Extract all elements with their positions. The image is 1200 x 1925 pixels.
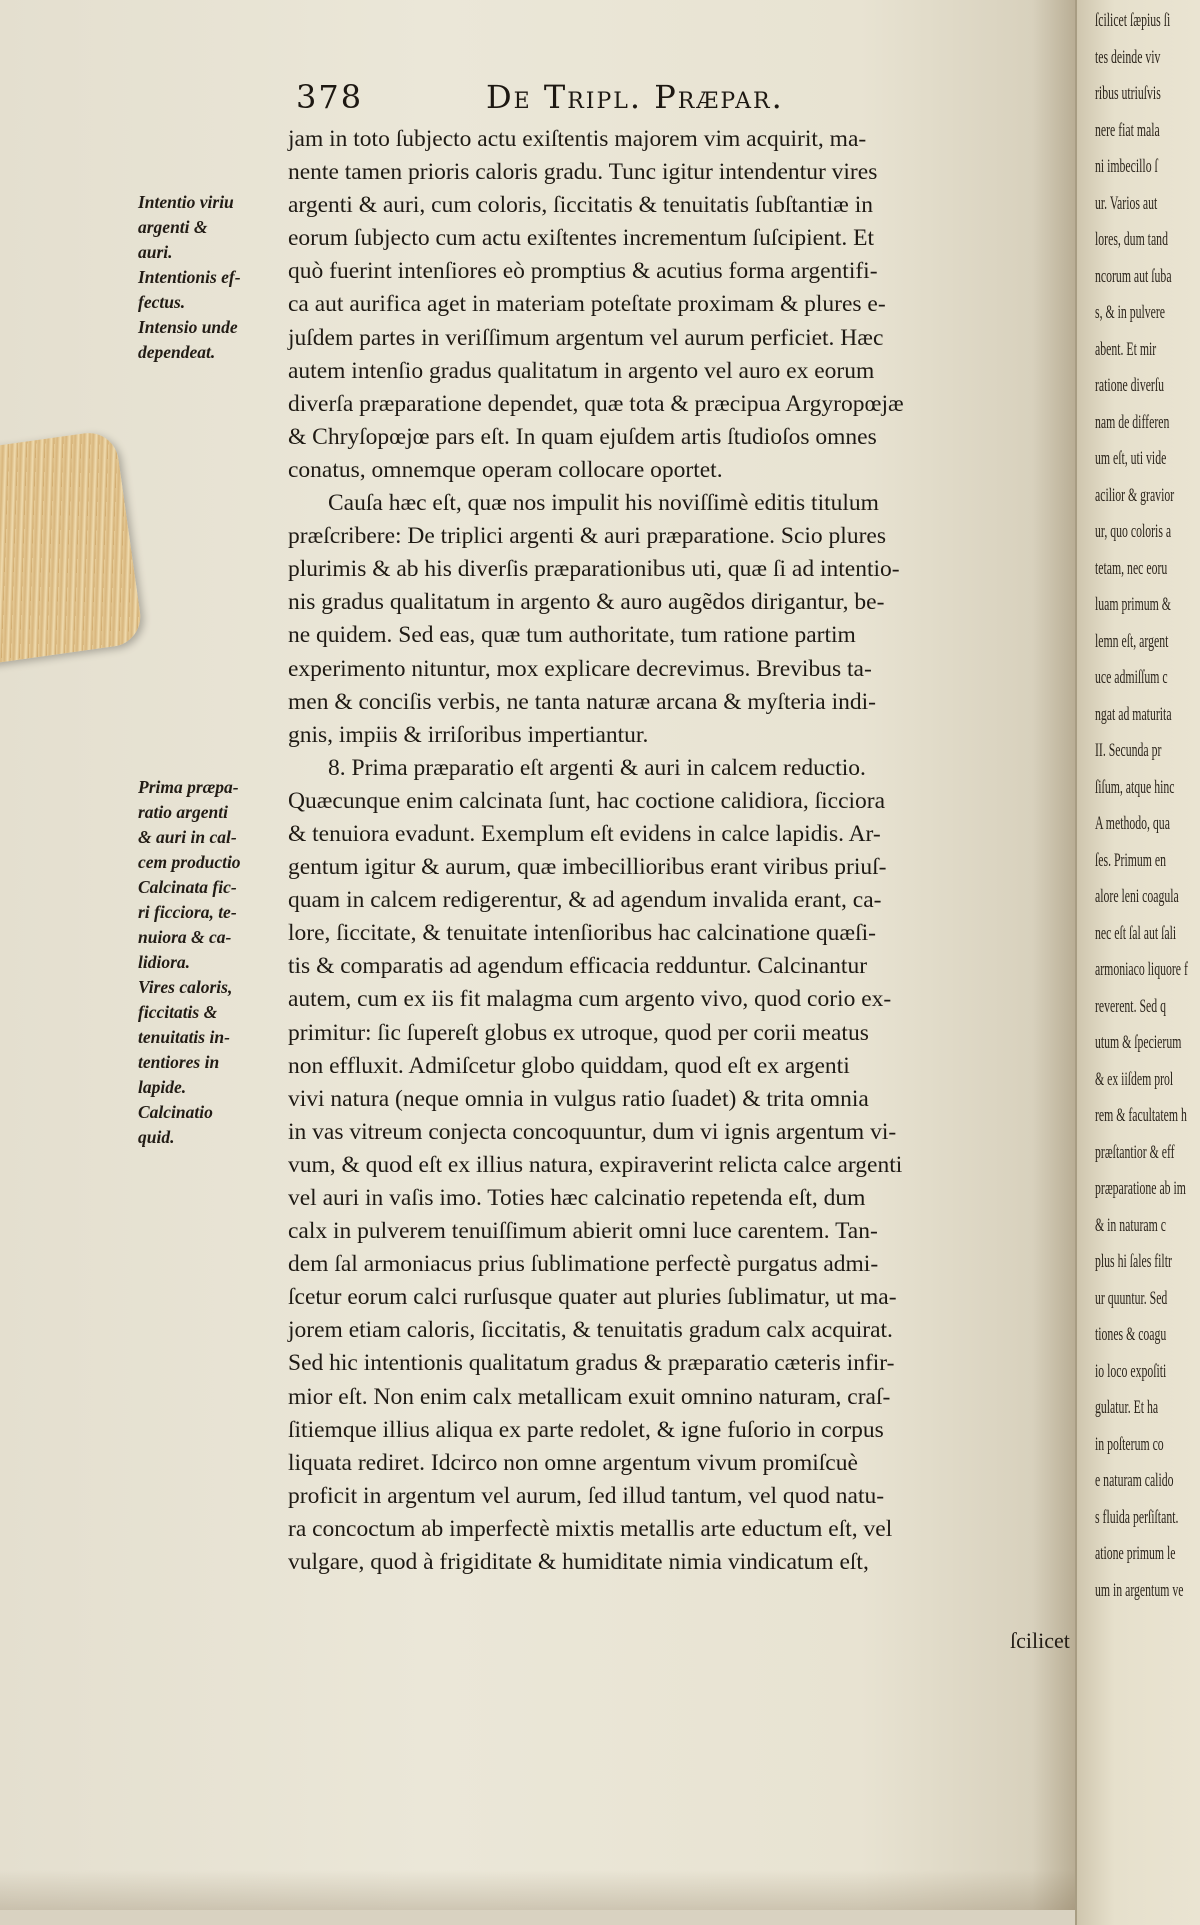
facing-page-line: abent. Et mir (1095, 338, 1157, 360)
text-line: jorem etiam caloris, ſiccitatis, & tenuitatis gradum calx acquirat. (288, 1317, 893, 1344)
brush-object (0, 429, 144, 666)
facing-page-line: atione primum le (1095, 1543, 1176, 1564)
text-line: dem ſal armoniacus prius ſublimatione perfectè purgatus admi- (288, 1251, 879, 1278)
margin-note-line: dependeat. (138, 342, 216, 362)
margin-note-line: tenuitatis in- (138, 1027, 230, 1047)
text-line: vum, & quod eſt ex illius natura, expiraverint relicta calce argenti (288, 1151, 903, 1178)
text-line: ſcetur eorum calci rurſusque quater aut pluries ſublimatur, ut ma- (288, 1284, 897, 1311)
page-number: 378 (296, 78, 364, 116)
text-line: lore, ſiccitate, & tenuitate intenſioribus hac calcinatione quæſi- (288, 920, 876, 947)
facing-page-line: ſcilicet ſæpius ſi (1095, 10, 1171, 31)
text-line: nis gradus qualitatum in argento & auro augẽdos dirigantur, be- (288, 589, 885, 616)
margin-note-line: Calcinatio (138, 1102, 213, 1122)
margin-note-line: lapide. (138, 1077, 187, 1097)
facing-page-line: s fluida perſiſtant. (1095, 1506, 1179, 1528)
facing-page-line: ngat ad maturita (1095, 703, 1172, 725)
text-line: quam in calcem redigerentur, & ad agendum invalida erant, ca- (288, 887, 882, 914)
facing-page-line: um in argentum ve (1095, 1579, 1184, 1601)
facing-page-line: e naturam calido (1095, 1470, 1174, 1491)
text-line: juſdem partes in veriſſimum argentum vel aurum perficiet. Hæc (288, 324, 884, 351)
facing-page-line: nam de differen (1095, 411, 1170, 433)
facing-page-line: & ex iiſdem prol (1095, 1068, 1174, 1090)
margin-note-line: Vires caloris, (138, 977, 233, 997)
facing-page-line: ribus utriuſvis (1095, 83, 1161, 104)
margin-note-line: argenti & (138, 217, 208, 237)
facing-page-line: ſiſum, atque hinc (1095, 776, 1175, 798)
page-shadow (0, 1870, 1075, 1910)
margin-note-line: lidiora. (138, 952, 191, 972)
text-line: ca aut aurifica aget in materiam poteſtate proximam & plures e- (288, 291, 886, 318)
text-line: non effluxit. Admiſcetur globo quiddam, quod eſt ex argenti (288, 1052, 850, 1079)
text-line: vivi natura (neque omnia in vulgus ratio ſuadet) & trita omnia (288, 1085, 869, 1112)
facing-page-line: rem & facultatem h (1095, 1105, 1187, 1126)
facing-page-line: lemn eſt, argent (1095, 630, 1169, 652)
text-line: nente tamen prioris caloris gradu. Tunc igitur intendentur vires (288, 159, 878, 186)
margin-note-line: Calcinata fic- (138, 877, 237, 897)
facing-page-line: utum & ſpecierum (1095, 1032, 1182, 1053)
facing-page-line: lores, dum tand (1095, 229, 1168, 250)
text-line: præſcribere: De triplici argenti & auri præparatione. Scio plures (288, 523, 886, 550)
margin-note-line: fectus. (138, 292, 186, 312)
margin-note-line: quid. (138, 1127, 175, 1147)
margin-note-line: tentiores in (138, 1052, 220, 1072)
facing-page-line: acilior & gravior (1095, 484, 1175, 506)
margin-note-line: & auri in cal- (138, 827, 237, 847)
facing-page-line: II. Secunda pr (1095, 740, 1162, 761)
book-page-right (1075, 0, 1200, 1925)
text-line: gentum igitur & aurum, quæ imbecillioribus erant viribus priuſ- (288, 854, 887, 881)
facing-page-line: io loco expoſiti (1095, 1360, 1167, 1382)
facing-page-line: reverent. Sed q (1095, 995, 1166, 1017)
text-line: Quæcunque enim calcinata ſunt, hac coctione calidiora, ſicciora (288, 787, 886, 814)
facing-page-line: ratione diverſu (1095, 375, 1165, 396)
facing-page-line: armoniaco liquore f (1095, 959, 1188, 980)
margin-note-line: Intensio unde (138, 317, 238, 337)
text-line: calx in pulverem tenuiſſimum abierit omni luce carentem. Tan- (288, 1218, 878, 1245)
facing-page-line: nere fiat mala (1095, 119, 1160, 141)
text-line: gnis, impiis & irriſoribus impertiantur. (288, 721, 649, 748)
text-line: in vas vitreum conjecta concoquuntur, dum vi ignis argentum vi- (288, 1118, 897, 1145)
text-line: & tenuiora evadunt. Exemplum eſt evidens in calce lapidis. Ar- (288, 820, 881, 847)
margin-note-line: cem productio (138, 852, 241, 872)
text-line: liquata rediret. Idcirco non omne argentum vivum promiſcuè (288, 1449, 858, 1476)
text-line: & Chryſopœjœ pars eſt. In quam ejuſdem artis ſtudioſos omnes (288, 423, 877, 450)
text-line: autem, cum ex iis fit malagma cum argento vivo, quod corio ex- (288, 986, 892, 1013)
text-line: eorum ſubjecto cum actu exiſtentes incrementum ſuſcipient. Et (288, 225, 875, 252)
facing-page-line: ni imbecillo ſ (1095, 156, 1158, 177)
margin-notes-bottom (138, 775, 298, 1150)
margin-note-line: ri ficciora, te- (138, 902, 237, 922)
catchword: ſcilicet (1010, 1628, 1070, 1653)
text-line: vel auri in vaſis imo. Toties hæc calcinatio repetenda eſt, dum (288, 1185, 866, 1211)
facing-page-line: & in naturam c (1095, 1214, 1166, 1236)
text-line: 8. Prima præparatio eſt argenti & auri in calcem reductio. (328, 754, 866, 781)
facing-page-line: in poſterum co (1095, 1433, 1164, 1455)
facing-page-line: nec eſt ſal aut ſali (1095, 922, 1177, 944)
text-line: ne quidem. Sed eas, quæ tum authoritate, tum ratione partim (288, 622, 856, 649)
text-line: autem intenſio gradus qualitatum in argento vel auro ex eorum (288, 357, 875, 384)
running-title: De Tripl. Præpar. (486, 78, 784, 116)
text-line: ſitiemque illius aliqua ex parte redolet, & igne fuſorio in corpus (288, 1416, 884, 1443)
text-line: jam in toto ſubjecto actu exiſtentis majorem vim acquirit, ma- (288, 126, 867, 152)
margin-note-line: ratio argenti (138, 802, 228, 822)
facing-page-line: præparatione ab im (1095, 1178, 1186, 1199)
margin-note-line: Intentionis ef- (138, 267, 241, 287)
facing-page-line: alore leni coagula (1095, 886, 1179, 907)
text-line: Sed hic intentionis qualitatum gradus & præparatio cæteris infir- (288, 1350, 895, 1377)
facing-page-line: luam primum & (1095, 594, 1171, 615)
page-header (296, 78, 916, 118)
body-text (288, 123, 1068, 1579)
text-line: diverſa præparatione dependet, quæ tota & præcipua Argyropœjæ (288, 390, 904, 417)
facing-page-line: tetam, nec eoru (1095, 557, 1168, 579)
margin-note-line: auri. (138, 242, 173, 262)
facing-page-line: um eſt, uti vide (1095, 448, 1167, 469)
text-line: quò fuerint intenſiores eò promptius & acutius forma argentifi- (288, 258, 878, 285)
margin-note-line: Prima præpa- (138, 777, 239, 797)
margin-notes-top (138, 190, 298, 365)
text-line: conatus, omnemque operam collocare oportet. (288, 456, 723, 483)
facing-page-line: ncorum aut ſuba (1095, 265, 1172, 287)
text-line: experimento nituntur, mox explicare decrevimus. Brevibus ta- (288, 655, 872, 682)
text-line: argenti & auri, cum coloris, ſiccitatis & tenuitatis ſubſtantiæ in (288, 192, 873, 219)
facing-page-line: A methodo, qua (1095, 813, 1170, 834)
facing-page-line: gulatur. Et ha (1095, 1397, 1159, 1418)
facing-page-line: uce admiſſum c (1095, 667, 1168, 688)
margin-note-line: nuiora & ca- (138, 927, 232, 947)
text-line: proficit in argentum vel aurum, ſed illud tantum, vel quod natu- (288, 1482, 885, 1509)
facing-page-line: præſtantior & eff (1095, 1141, 1175, 1163)
text-line: tis & comparatis ad agendum efficacia redduntur. Calcinantur (288, 953, 868, 980)
margin-note-line: Intentio viriu (138, 192, 234, 212)
text-line: vulgare, quod à frigiditate & humiditate nimia vindicatum eſt, (288, 1549, 869, 1576)
facing-page-line: ſes. Primum en (1095, 849, 1167, 871)
facing-page-line: ur quuntur. Sed (1095, 1287, 1168, 1309)
facing-page-line: s, & in pulvere (1095, 302, 1166, 323)
facing-page-line: ur. Varios aut (1095, 192, 1158, 214)
text-line: plurimis & ab his diverſis præparationibus uti, quæ ſi ad intentio- (288, 556, 900, 583)
text-line: mior eſt. Non enim calx metallicam exuit omnino naturam, craſ- (288, 1383, 891, 1410)
text-line: primitur: ſic ſupereſt globus ex utroque, quod per corii meatus (288, 1019, 869, 1046)
text-line: men & conciſis verbis, ne tanta naturæ arcana & myſteria indi- (288, 688, 876, 715)
margin-note-line: ficcitatis & (138, 1002, 218, 1022)
text-line: Cauſa hæc eſt, quæ nos impulit his noviſſimè editis titulum (328, 490, 879, 517)
facing-page-line: tiones & coagu (1095, 1324, 1167, 1345)
facing-page-line: tes deinde viv (1095, 46, 1161, 68)
text-line: ra concoctum ab imperfectè mixtis metallis arte eductum eſt, vel (288, 1515, 893, 1542)
facing-page-line: ur, quo coloris a (1095, 521, 1172, 542)
facing-page-line: plus hi ſales filtr (1095, 1251, 1172, 1272)
